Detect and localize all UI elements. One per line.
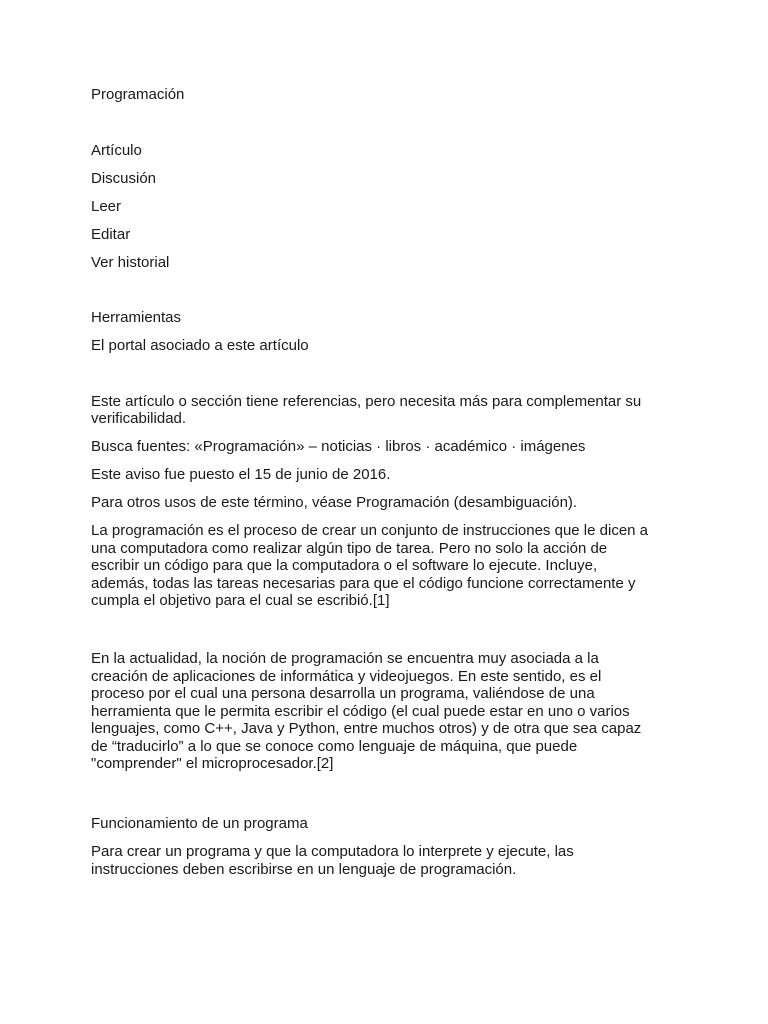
portal-link[interactable]: El portal asociado a este artículo <box>91 337 309 354</box>
paragraph-line: escribir un código para que la computadora o el software lo ejecute. Incluye, <box>91 557 598 574</box>
tab-discussion[interactable]: Discusión <box>91 170 157 187</box>
paragraph-line: lenguajes, como C++, Java y Python, entre muchos otros) y de otra que sea capaz <box>91 720 642 737</box>
tab-read[interactable]: Leer <box>91 198 122 215</box>
paragraph-line: instrucciones deben escribirse en un lenguaje de programación. <box>91 861 517 878</box>
notice-date: Este aviso fue puesto el 15 de junio de 2016. <box>91 466 391 483</box>
paragraph-line: herramienta que le permita escribir el código (el cual puede estar en uno o varios <box>91 703 630 720</box>
tools-menu[interactable]: Herramientas <box>91 309 182 326</box>
disambiguation-note: Para otros usos de este término, véase Programación (desambiguación). <box>91 494 578 511</box>
paragraph-line: "comprender" el microprocesador.[2] <box>91 755 334 772</box>
paragraph-line: además, todas las tareas necesarias para que el código funcione correctamente y <box>91 575 636 592</box>
notice-text-line: verificabilidad. <box>91 410 187 427</box>
paragraph-line: de “traducirlo” a lo que se conoce como lenguaje de máquina, que puede <box>91 738 578 755</box>
tab-edit[interactable]: Editar <box>91 226 131 243</box>
tab-article[interactable]: Artículo <box>91 142 142 159</box>
page-title: Programación <box>91 86 185 103</box>
paragraph-line: La programación es el proceso de crear un conjunto de instrucciones que le dicen a <box>91 522 649 539</box>
paragraph-line: Para crear un programa y que la computadora lo interprete y ejecute, las <box>91 843 574 860</box>
notice-text-line: Este artículo o sección tiene referencias, pero necesita más para complementar su <box>91 393 642 410</box>
paragraph-line: una computadora como realizar algún tipo de tarea. Pero no solo la acción de <box>91 540 608 557</box>
paragraph-line: creación de aplicaciones de informática y videojuegos. En este sentido, es el <box>91 668 602 685</box>
section-heading: Funcionamiento de un programa <box>91 815 308 832</box>
notice-sources: Busca fuentes: «Programación» – noticias · libros · académico · imágenes <box>91 438 586 455</box>
paragraph-line: proceso por el cual una persona desarrolla un programa, valiéndose de una <box>91 685 595 702</box>
paragraph-line: En la actualidad, la noción de programación se encuentra muy asociada a la <box>91 650 599 667</box>
tab-history[interactable]: Ver historial <box>91 254 170 271</box>
paragraph-line: cumpla el objetivo para el cual se escribió.[1] <box>91 592 390 609</box>
